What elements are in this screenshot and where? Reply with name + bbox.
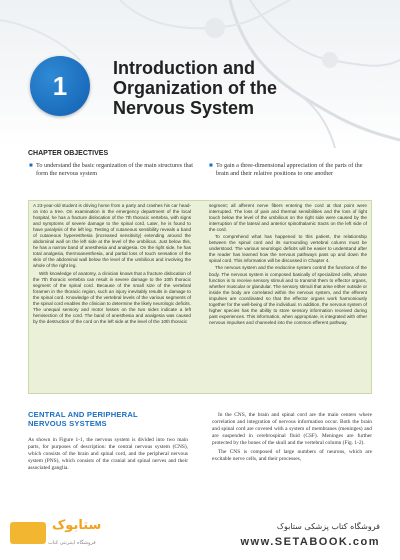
objective-text: To gain a three-dimensional appreciation of the parts of the brain and their relative positions to one another: [216, 162, 363, 177]
section-heading-line: CENTRAL AND PERIPHERAL: [28, 410, 138, 419]
case-paragraph: A 23-year-old student is driving home from a party and crashes his car head-on into a tree. On examination in the emergency department of the local hospital, he has a fracture dislocation of the 7th thoracic vertebra, with signs and symptoms of severe damage to the spinal cord. Later, he is found to have paralysis of the left leg. Testing of cutaneous sensibility reveals a band of cutaneous hyperesthesia (increased sensitivity) extending around the abdominal wall on the left side at the level of the umbilicus. Just below this, he has a narrow band of anesthesia and analgesia. On the right side, he has total analgesia, thermoanesthesia, and partial loss of touch sensation of the skin of the abdominal wall below the level of the umbilicus and involving the whole of the right leg.: [33, 203, 191, 269]
chapter-title: [113, 58, 353, 118]
chapter-title-line: Organization of the: [113, 78, 277, 98]
objective-text: To understand the basic organization of the main structures that form the nervous system: [36, 162, 194, 177]
chapter-title-line: Nervous System: [113, 98, 255, 118]
body-paragraph: The CNS is composed of large numbers of neurons, which are excitable nerve cells, and their processes,: [212, 449, 372, 462]
case-right-column: [209, 203, 367, 327]
store-logo-subtitle: فروشگاه اینترنتی کتاب: [48, 540, 96, 546]
case-paragraph: segment; all afferent nerve fibers entering the cord at that point were interrupted. The loss of pain and thermal sensibilities and the loss of light touch below the level of the umbilicus on the right side were caused by the interruption of the lateral and anterior spinothalamic tracts on the left side of the cord.: [209, 203, 367, 233]
bullet-icon: ■: [209, 162, 213, 169]
objective-item: [29, 162, 194, 178]
section-heading-line: NERVOUS SYSTEMS: [28, 419, 107, 428]
section-left-column: [28, 437, 188, 474]
objective-item: [209, 162, 374, 178]
section-heading: [28, 410, 138, 428]
body-paragraph: As shown in Figure 1-1, the nervous system is divided into two main parts, for purposes of description: the central nervous system (CNS), which consists of the brain and spinal cord, and the peripheral nervous system (PNS), which consists of the cranial and spinal nerves and their associated ganglia.: [28, 437, 188, 471]
case-left-column: [33, 203, 191, 326]
store-logo-text: ستابوک: [52, 518, 102, 533]
store-url[interactable]: www.SETABOOK.com: [240, 536, 380, 548]
case-paragraph: With knowledge of anatomy, a clinician knows that a fracture dislocation of the 7th thoracic vertebra can result in severe damage to the 10th thoracic segment of the spinal cord. Because of the small size of the vertebral foramen in the thoracic region, such an injury inevitably results in damage to the spinal cord. Knowledge of the vertebral levels of the various segments of the spinal cord enables the clinician to determine the likely neurologic deficits. The unequal sensory and motor losses on the two sides indicate a left hemisection of the cord. The band of anesthesia and analgesia was caused by the destruction of the cord on the left side at the level of the 10th thoracic: [33, 270, 191, 324]
chapter-title-line: Introduction and: [113, 58, 255, 78]
bullet-icon: ■: [29, 162, 33, 169]
body-paragraph: In the CNS, the brain and spinal cord are the main centers where correlation and integration of nervous information occur. Both the brain and spinal cord are covered with a system of membranes (meninges) and are suspended in cerebrospinal fluid (CSF). Meninges are further protected by the bones of the skull and the vertebral column (Fig. 1-2).: [212, 412, 372, 446]
chapter-number-badge: 1: [30, 56, 90, 116]
case-paragraph: To comprehend what has happened to this patient, the relationship between the spinal cord and its surrounding vertebral column must be understood. The various neurologic deficits will be easier to understand after the reader has learned how the nervous pathways pass up and down the spinal cord. This information will be discussed in Chapter 4.: [209, 234, 367, 264]
store-name: فروشگاه کتاب پزشکی ستابوک: [276, 522, 380, 531]
section-right-column: [212, 412, 372, 465]
store-logo-icon: [10, 522, 46, 544]
objectives-heading: CHAPTER OBJECTIVES: [28, 150, 109, 157]
case-paragraph: The nervous system and the endocrine system control the functions of the body. The nervous system is composed basically of specialized cells, whose function is to receive sensory stimuli and to transmit them to effector organs, whether muscular or glandular. The sensory stimuli that arise either outside or inside the body are correlated within the nervous system, and the efferent impulses are coordinated so that the effector organs work harmoniously together for the well-being of the individual. In addition, the nervous system of higher species has the ability to store sensory information received during past experiences. This information, when appropriate, is integrated with other nervous impulses and channeled into the common efferent pathway.: [209, 265, 367, 325]
